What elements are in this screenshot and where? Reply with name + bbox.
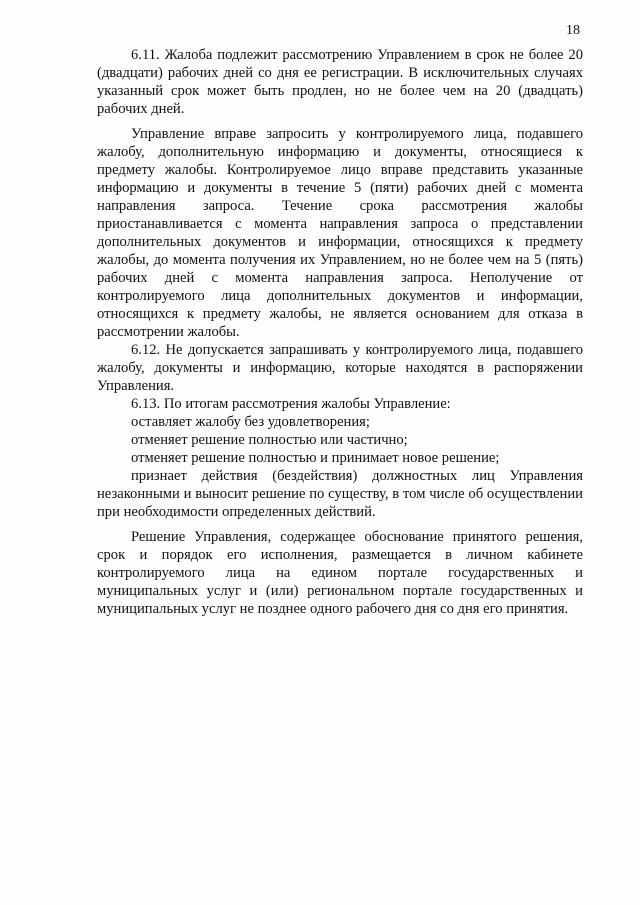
list-item-cancel-and-new-decision: отменяет решение полностью и принимает новое решение;	[131, 450, 500, 466]
paragraph-decision-publication: Решение Управления, содержащее обоснование принятого решения, срок и порядок его исполнения, размещается в личном кабинете контролируемого лица на едином портале государственных и муниципальных услуг и (или) региональном портале государственных и муниципальных услуг не позднее одного рабочего дня со дня его принятия.	[97, 529, 583, 617]
paragraph-request-info: Управление вправе запросить у контролируемого лица, подавшего жалобу, дополнительную информацию и документы, относящиеся к предмету жалобы. Контролируемое лицо вправе представить указанные информацию и документы в течение 5 (пяти) рабочих дней с момента направления запроса. Течение срока рассмотрения жалобы приостанавливается с момента направления запроса о представлении дополнительных документов и информации, относящихся к предмету жалобы, до момента получения их Управлением, но не более чем на 5 (пять) рабочих дней с момента направления запроса. Неполучение от контролируемого лица дополнительных документов и информации, относящихся к предмету жалобы, не является основанием для отказа в рассмотрении жалобы.	[97, 126, 583, 340]
paragraph-6-13: 6.13. По итогам рассмотрения жалобы Управление:	[131, 396, 451, 412]
document-body	[97, 46, 583, 618]
page-number: 18	[566, 23, 580, 38]
list-item-cancel-decision: отменяет решение полностью или частично;	[131, 432, 408, 448]
list-item-leave-without-satisfaction: оставляет жалобу без удовлетворения;	[131, 414, 370, 430]
paragraph-6-12: 6.12. Не допускается запрашивать у контролируемого лица, подавшего жалобу, документы и информацию, которые находятся в распоряжении Управления.	[97, 342, 583, 394]
list-item-recognize-unlawful: признает действия (бездействия) должностных лиц Управления незаконными и выносит решение по существу, в том числе об осуществлении при необходимости определенных действий.	[97, 468, 583, 520]
paragraph-6-11: 6.11. Жалоба подлежит рассмотрению Управлением в срок не более 20 (двадцати) рабочих дней со дня ее регистрации. В исключительных случаях указанный срок может быть продлен, но не более чем на 20 (двадцать) рабочих дней.	[97, 47, 583, 117]
